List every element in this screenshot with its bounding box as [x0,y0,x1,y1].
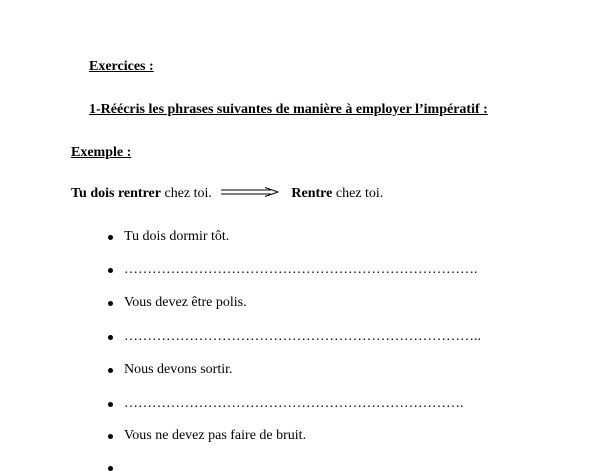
example-source-verb: Tu dois rentrer [71,186,161,202]
exercise-heading: Exercices : [89,59,154,74]
example-sentence [71,186,383,202]
list-item-text: Vous devez être polis. [124,295,247,310]
list-item-text: Tu dois dormir tôt. [124,229,230,244]
bullet-icon [108,335,113,340]
answer-blank: ………………………………………………………………….. [124,329,481,344]
bullet-icon [108,434,113,439]
list-item-text: Nous devons sortir. [124,362,233,377]
example-label: Exemple : [71,145,132,160]
bullet-icon [108,466,113,471]
double-right-arrow-icon [221,186,279,202]
example-target-verb: Rentre [291,186,333,202]
answer-blank: …………………………………………………………………. [124,262,478,277]
bullet-icon [108,368,113,373]
bullet-icon [108,301,113,306]
example-target-rest: chez toi. [332,186,384,202]
exercise-instruction: 1-Réécris les phrases suivantes de manière à employer l’impératif : [89,102,488,117]
bullet-icon [108,402,113,407]
example-source-rest: chez toi. [160,186,212,202]
answer-blank: ………………………………………………………………. [124,396,464,411]
bullet-icon [108,268,113,273]
bullet-icon [108,235,113,240]
list-item-text: Vous ne devez pas faire de bruit. [124,428,307,443]
